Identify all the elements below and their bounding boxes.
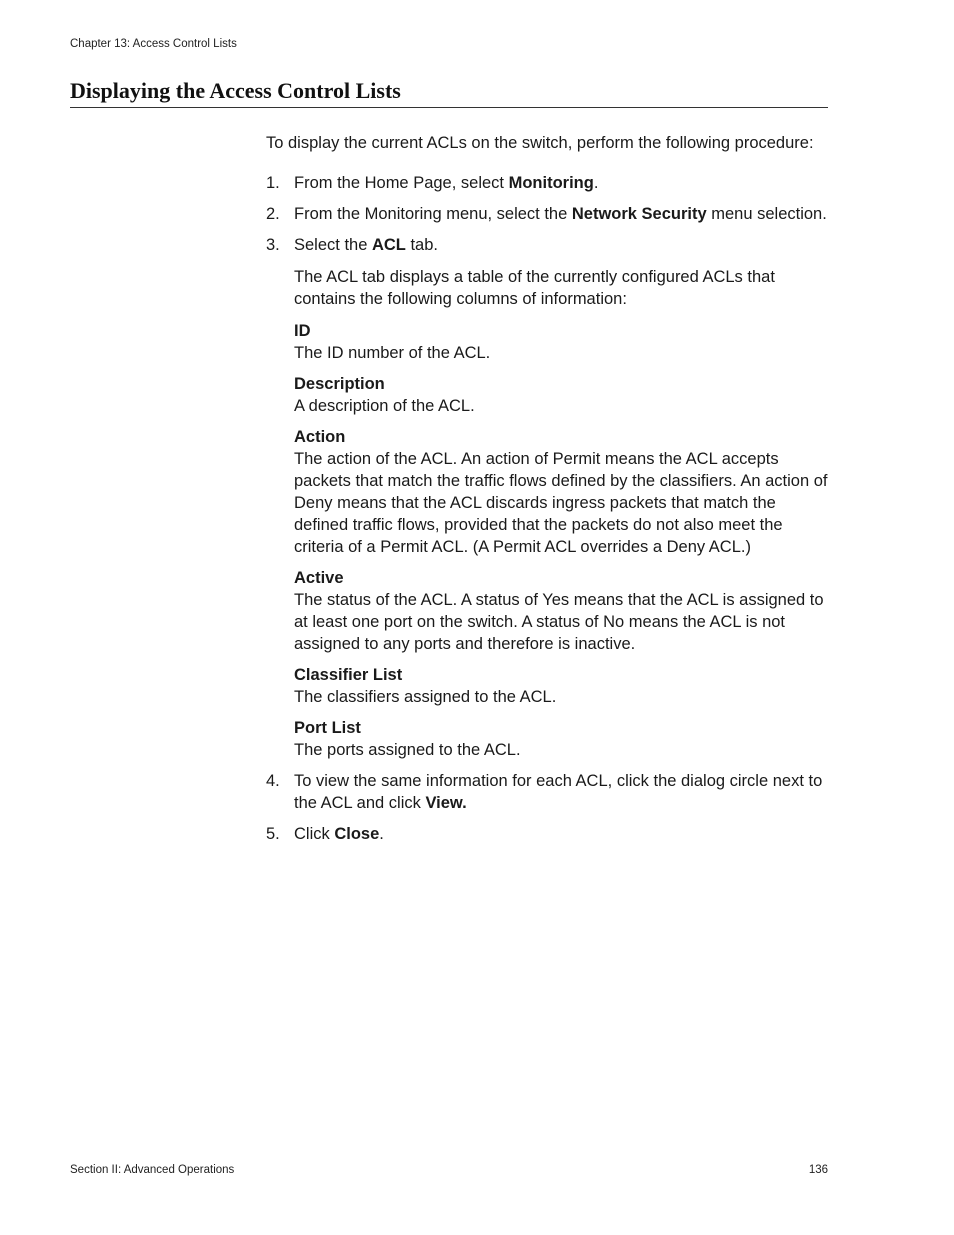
definition-action (294, 426, 828, 558)
definition-id (294, 320, 828, 364)
step-text: Click Close. (294, 825, 384, 843)
definition-description: The status of the ACL. A status of Yes means that the ACL is assigned to at least one port on the switch. A status of No means the ACL is not assigned to any ports and therefore is inactive. (294, 591, 824, 653)
step-text: To view the same information for each ACL, click the dialog circle next to the ACL and click View. (294, 772, 823, 812)
step-text: From the Home Page, select Monitoring. (294, 174, 599, 192)
definition-description-column (294, 373, 828, 417)
definition-description: The ports assigned to the ACL. (294, 741, 521, 759)
column-definitions (294, 320, 828, 761)
definition-description: The action of the ACL. An action of Permit means the ACL accepts packets that match the traffic flows defined by the classifiers. An action of Deny means that the ACL discards ingress packets that match the defined traffic flows, provided that the packets do not also meet the criteria of a Permit ACL. (A Permit ACL overrides a Deny ACL.) (294, 450, 828, 556)
definition-term: Port List (294, 719, 361, 737)
step-number: 3. (266, 236, 280, 254)
step-emphasis: ACL (371, 236, 406, 254)
step-number: 2. (266, 205, 280, 223)
definition-term: Classifier List (294, 666, 403, 684)
definition-term: Active (294, 569, 344, 587)
definition-term: Description (294, 375, 385, 393)
definition-active (294, 567, 828, 655)
step-number: 5. (266, 825, 280, 843)
step-text: Select the ACL tab. (294, 236, 438, 254)
step-2 (266, 203, 828, 225)
step-3-description: The ACL tab displays a table of the currently configured ACLs that contains the following columns of information: (294, 268, 775, 308)
step-emphasis: Close (334, 825, 380, 843)
step-number: 1. (266, 174, 280, 192)
intro-paragraph: To display the current ACLs on the switch, perform the following procedure: (266, 134, 814, 152)
step-1 (266, 172, 828, 194)
procedure-steps (266, 172, 828, 845)
step-emphasis: Monitoring (508, 174, 594, 192)
step-3-body (294, 266, 828, 761)
running-header: Chapter 13: Access Control Lists (70, 38, 237, 50)
definition-description: The ID number of the ACL. (294, 344, 491, 362)
step-number: 4. (266, 772, 280, 790)
main-content (266, 132, 828, 854)
definition-classifier-list (294, 664, 828, 708)
step-text: From the Monitoring menu, select the Network Security menu selection. (294, 205, 827, 223)
definition-description: A description of the ACL. (294, 397, 475, 415)
page-title: Displaying the Access Control Lists (70, 78, 828, 108)
step-emphasis: Network Security (571, 205, 707, 223)
definition-term: ID (294, 322, 311, 340)
definition-term: Action (294, 428, 346, 446)
page-number: 136 (808, 1164, 828, 1176)
definition-port-list (294, 717, 828, 761)
step-emphasis: View. (425, 794, 467, 812)
definition-description: The classifiers assigned to the ACL. (294, 688, 557, 706)
footer-section: Section II: Advanced Operations (70, 1164, 235, 1176)
step-4 (266, 770, 828, 814)
step-3 (266, 234, 828, 761)
step-5 (266, 823, 828, 845)
